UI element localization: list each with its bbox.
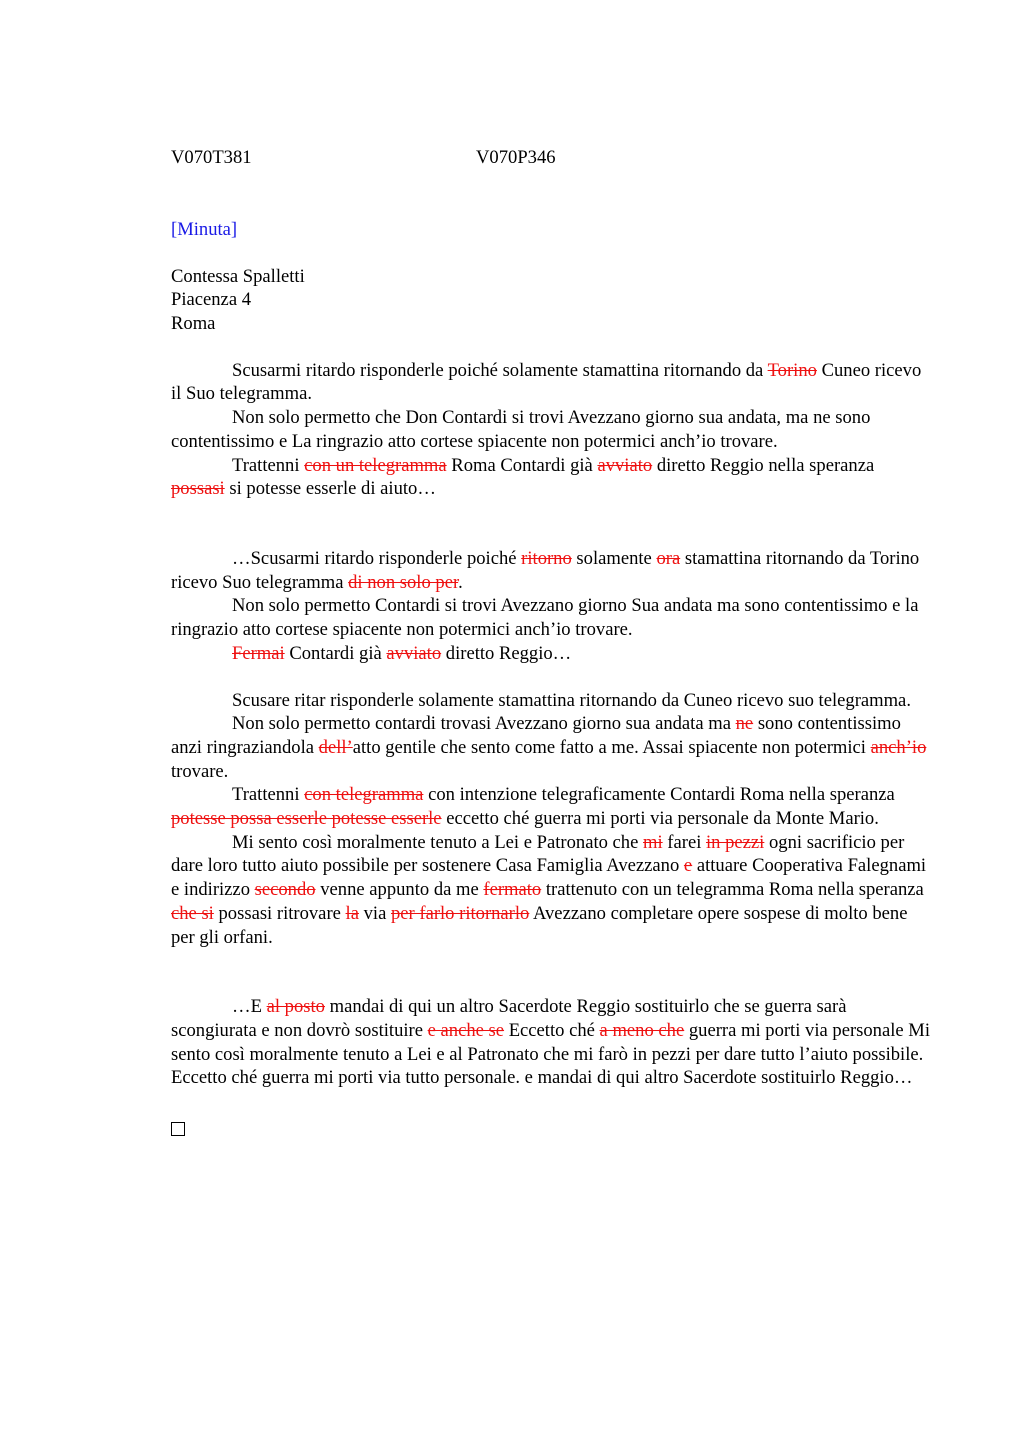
text-run: possasi ritrovare: [213, 902, 346, 924]
draft-section: [171, 359, 931, 501]
deleted-text: con un telegramma: [304, 454, 447, 476]
text-run: Cuneo ricevo il Suo telegramma.: [171, 359, 922, 405]
deleted-text: di non solo per: [348, 571, 459, 593]
address-line-city: Roma: [171, 313, 216, 335]
text-run: Trattenni: [232, 784, 305, 806]
deleted-text: anch’io: [870, 736, 927, 758]
deleted-text: ritorno: [521, 547, 572, 569]
deleted-text: per farlo ritornarlo: [390, 902, 530, 924]
letter-drafts: [171, 359, 931, 1090]
text-run: Avezzano completare opere sospese di molto bene per gli orfani.: [171, 902, 908, 948]
draft-paragraph: [171, 831, 931, 950]
draft-paragraph: [171, 547, 931, 594]
deleted-text: la: [345, 902, 359, 924]
text-run: Scusarmi ritardo risponderle poiché solamente stamattina ritornando da: [232, 359, 768, 381]
text-run: Scusare ritar risponderle solamente stamattina ritornando da Cuneo ricevo suo telegramma.: [232, 689, 911, 711]
draft-paragraph: [171, 642, 931, 666]
deleted-text: Fermai: [232, 642, 285, 664]
text-run: Trattenni: [232, 454, 305, 476]
deleted-text: avviato: [597, 454, 653, 476]
address-line-street: Piacenza 4: [171, 289, 252, 311]
deleted-text: che si: [171, 902, 214, 924]
text-run: Roma Contardi già: [446, 454, 598, 476]
deleted-text: possasi: [171, 478, 225, 500]
text-run: attuare Cooperativa Falegnami e indirizzo: [171, 855, 927, 901]
minuta-label: [Minuta]: [171, 219, 238, 240]
reference-code-left: V070T381: [171, 147, 252, 168]
text-run: mandai di qui un altro Sacerdote Reggio sostituirlo che se guerra sarà scongiurata e non dovrò sostituire: [171, 996, 847, 1041]
deleted-text: ne: [735, 713, 754, 735]
draft-paragraph: [171, 712, 931, 783]
text-run: farei: [662, 831, 707, 853]
text-run: …E: [232, 996, 267, 1018]
document-page: [171, 146, 931, 1143]
draft-paragraph: [171, 406, 931, 453]
deleted-text: secondo: [254, 879, 316, 901]
draft-paragraph: [171, 689, 931, 713]
deleted-text: e anche se: [427, 1019, 505, 1041]
deleted-text: fermato: [483, 879, 542, 901]
recipient-address: [171, 265, 931, 336]
draft-paragraph: [171, 454, 931, 501]
text-run: sono contentissimo anzi ringraziandola: [171, 713, 901, 758]
text-run: .: [458, 571, 463, 593]
deleted-text: al posto: [266, 996, 325, 1018]
draft-section: [171, 547, 931, 666]
text-run: trattenuto con un telegramma Roma nella speranza: [541, 879, 924, 901]
draft-paragraph: [171, 995, 931, 1090]
deleted-text: con telegramma: [304, 784, 424, 806]
text-run: trovare.: [171, 760, 229, 782]
deleted-text: mi: [643, 831, 663, 853]
text-run: eccetto ché guerra mi porti via personale da Monte Mario.: [441, 808, 879, 830]
deleted-text: e: [683, 855, 693, 877]
text-run: Eccetto ché: [504, 1019, 600, 1041]
text-run: ogni sacrificio per dare loro tutto aiuto possibile per sostenere Casa Famiglia Avezzano: [171, 831, 905, 877]
deleted-text: Torino: [767, 359, 817, 381]
draft-section: [171, 689, 931, 950]
deleted-text: a meno che: [599, 1019, 685, 1041]
deleted-text: potesse possa esserle potesse esserle: [171, 808, 442, 830]
deleted-text: dell’: [318, 736, 353, 758]
checkbox-square-icon: [171, 1122, 185, 1136]
draft-section: [171, 995, 931, 1090]
draft-paragraph: [171, 783, 931, 830]
text-run: solamente: [571, 547, 657, 569]
reference-code-right: V070P346: [476, 147, 556, 168]
text-run: Contardi già: [284, 642, 387, 664]
draft-paragraph: [171, 359, 931, 406]
draft-paragraph: [171, 594, 931, 641]
deleted-text: avviato: [386, 642, 442, 664]
text-run: …Scusarmi ritardo risponderle poiché: [232, 547, 522, 569]
text-run: Non solo permetto che Don Contardi si trovi Avezzano giorno sua andata, ma ne sono contentissimo e La ringrazio atto cortese spiacente non potermici anch’io trovare.: [171, 407, 871, 452]
text-run: guerra mi porti via personale Mi sento così moralmente tenuto a Lei e al Patronato che mi farò in pezzi per dare tutto l’aiuto possibile. Eccetto ché guerra mi porti via tutto personale. e mandai di qui altro Sacerdote sostituirlo Reggio…: [171, 1019, 930, 1089]
text-run: si potesse esserle di aiuto…: [224, 478, 436, 500]
deleted-text: ora: [656, 547, 681, 569]
end-marker: [171, 1090, 931, 1143]
text-run: diretto Reggio nella speranza: [652, 454, 875, 476]
text-run: stamattina ritornando da Torino ricevo Suo telegramma: [171, 547, 920, 593]
text-run: diretto Reggio…: [441, 642, 572, 664]
text-run: via: [358, 902, 391, 924]
text-run: venne appunto da me: [315, 879, 484, 901]
deleted-text: in pezzi: [706, 831, 765, 853]
text-run: Non solo permetto contardi trovasi Avezzano giorno sua andata ma: [232, 713, 736, 735]
reference-codes: [171, 146, 931, 170]
text-run: atto gentile che sento come fatto a me. Assai spiacente non potermici: [352, 736, 871, 758]
address-line-name: Contessa Spalletti: [171, 265, 305, 287]
text-run: Non solo permetto Contardi si trovi Avezzano giorno Sua andata ma sono contentissimo e la ringrazio atto cortese spiacente non potermici anch’io trovare.: [171, 595, 919, 641]
text-run: con intenzione telegraficamente Contardi Roma nella speranza: [423, 784, 895, 806]
text-run: Mi sento così moralmente tenuto a Lei e Patronato che: [232, 831, 644, 853]
